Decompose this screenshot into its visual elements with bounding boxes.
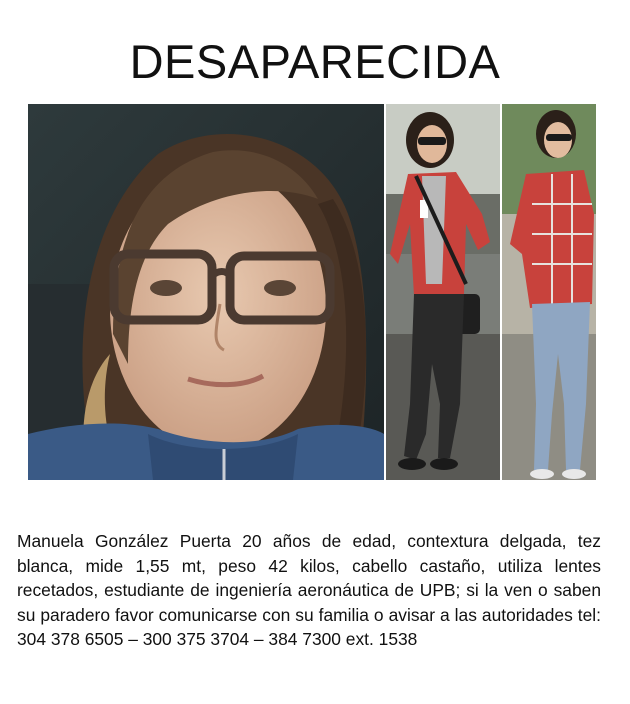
full-body-photo-1 [386, 104, 500, 480]
portrait-photo [28, 104, 384, 480]
person-description: Manuela González Puerta 20 años de edad, contextura delgada, tez blanca, mide 1,55 mt, peso 42 kilos, cabello castaño, utiliza lentes recetados, estudiante de ingeniería aeronáutica de UPB; si la ven o saben su paradero favor comunicarse con su familia o avisar a las autoridades tel: 304 378 6505 – 300 375 3704 – 384 7300 ext. 1538 [17, 531, 601, 649]
poster-title: DESAPARECIDA [129, 35, 501, 88]
full-body-photo-2 [502, 104, 596, 480]
